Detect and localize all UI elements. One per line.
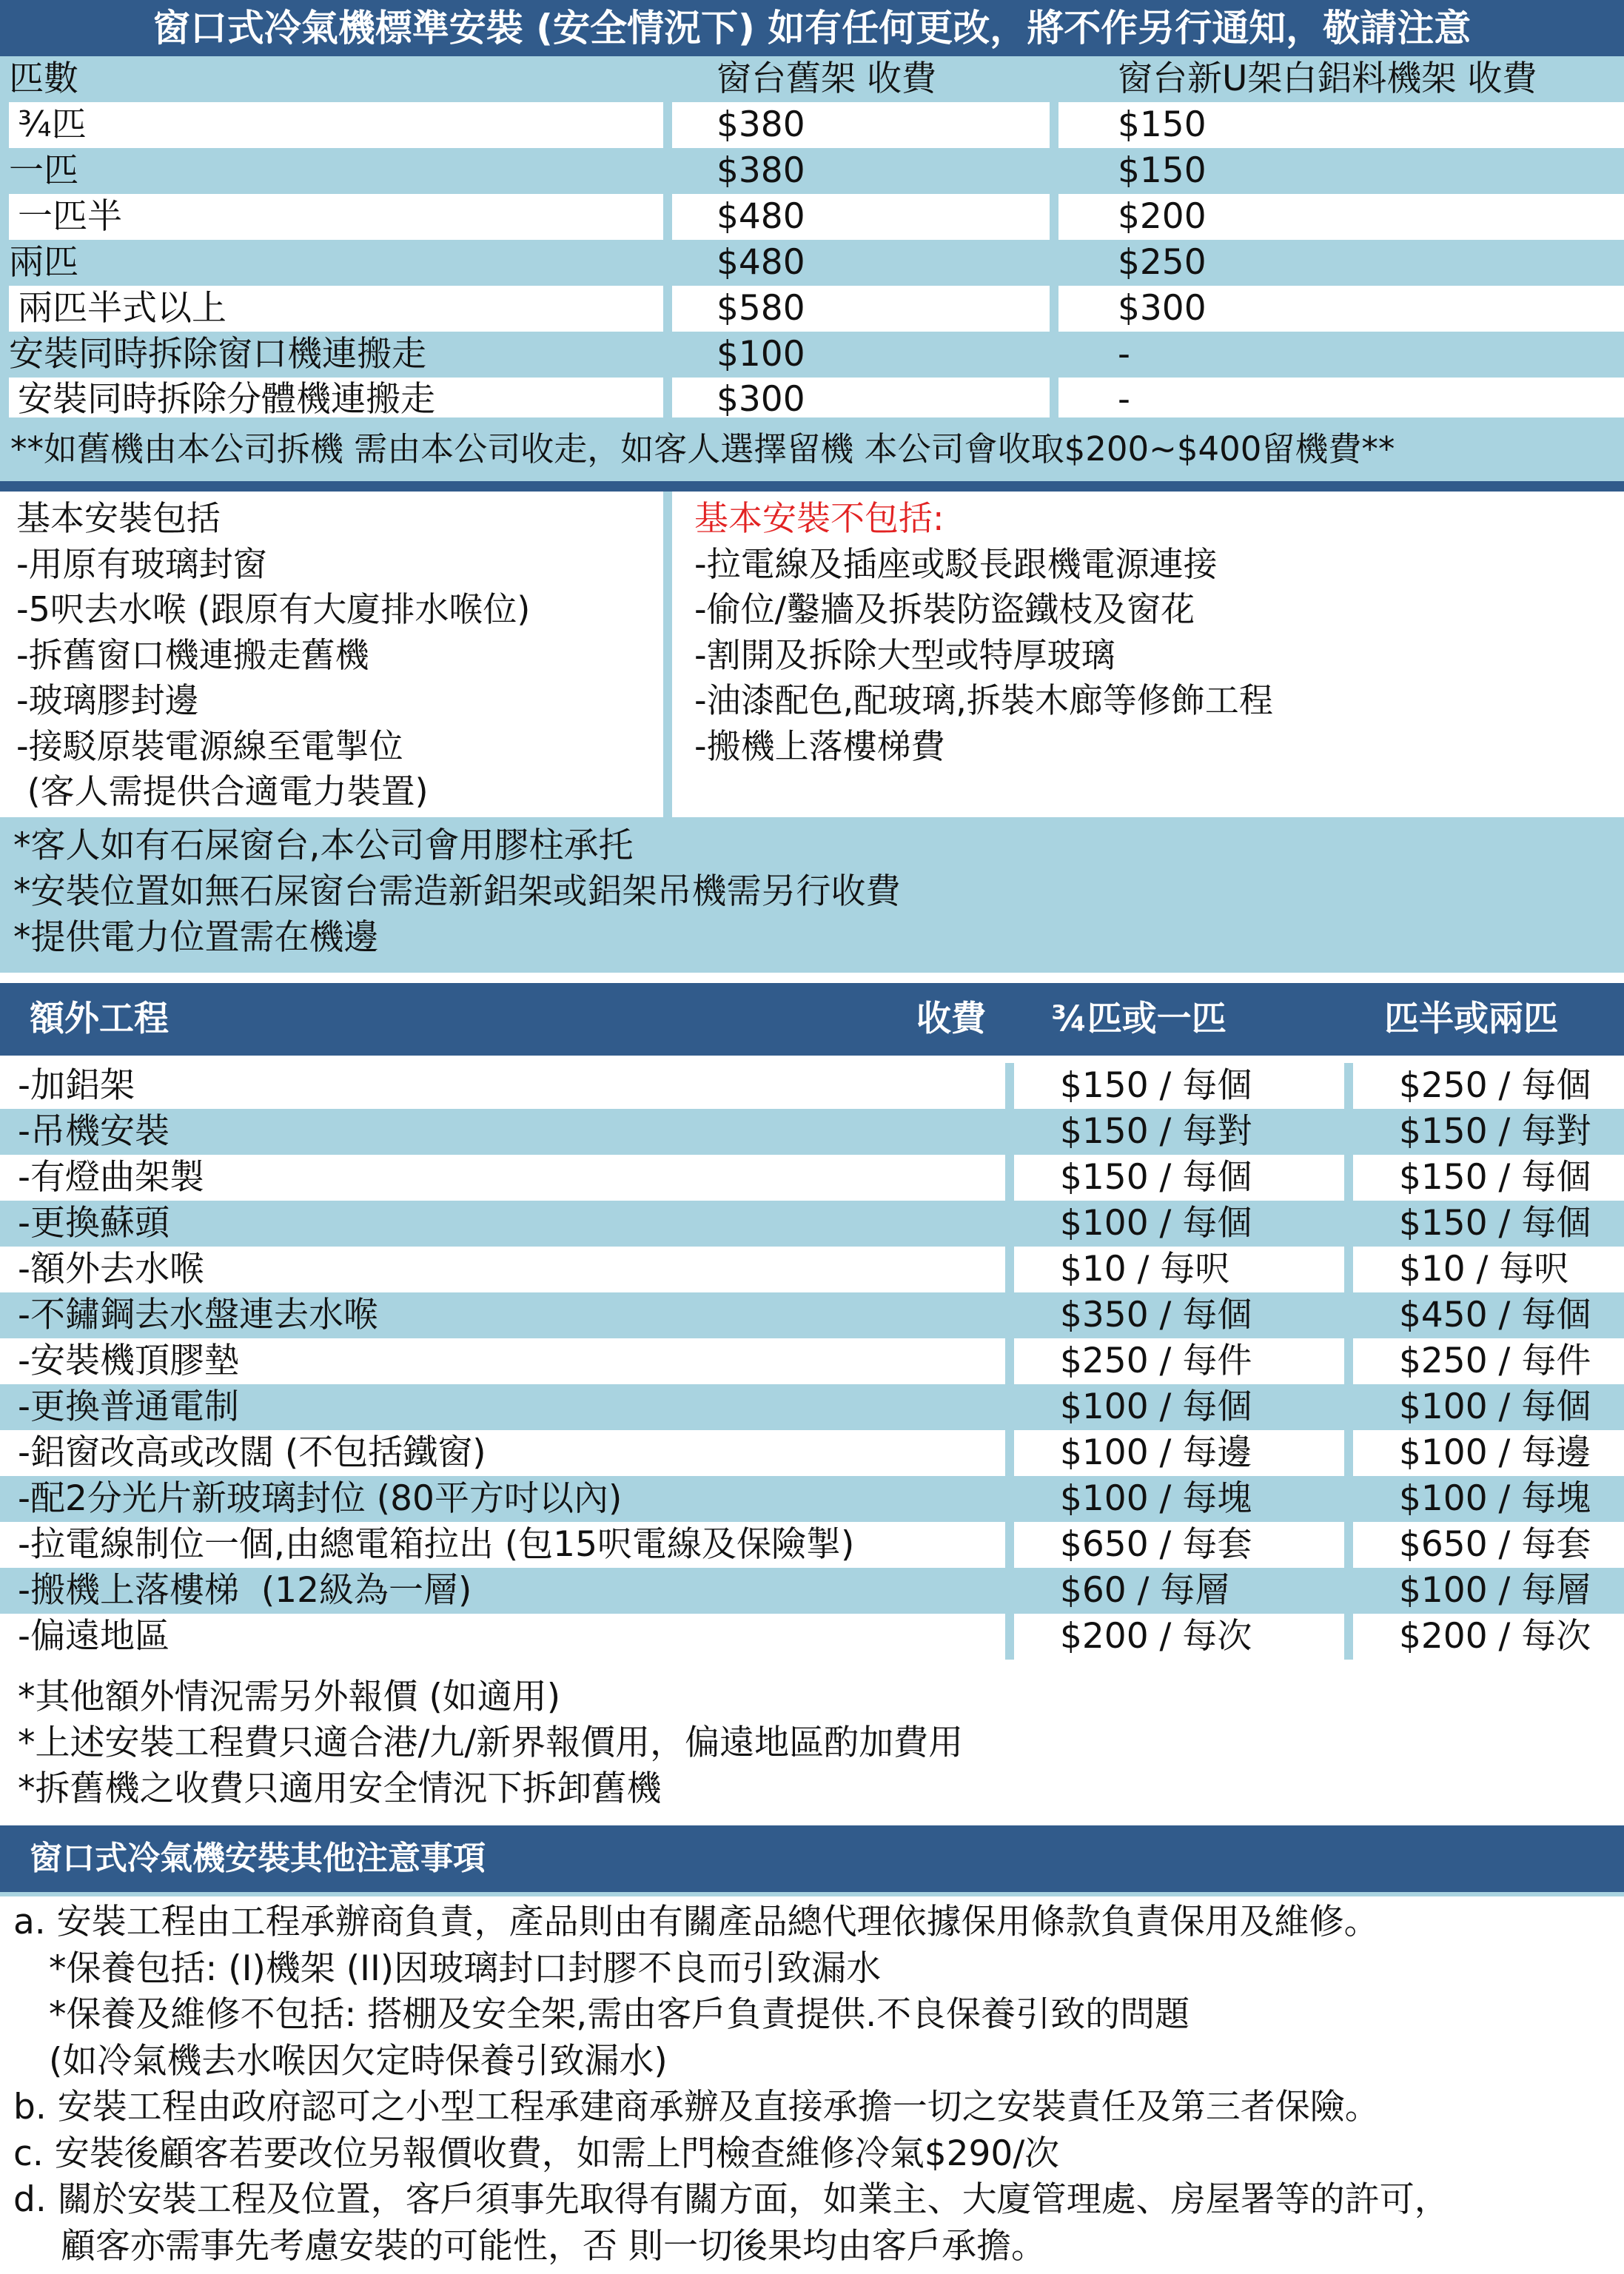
extra-fee-large: $200 / 每次 <box>1344 1614 1624 1660</box>
header-capacity: 匹數 <box>9 58 78 99</box>
row-old-fee: $380 <box>663 102 1050 148</box>
row-old-fee: $100 <box>663 332 1050 378</box>
row-old-fee: $380 <box>663 148 1050 194</box>
section-divider <box>0 481 1624 492</box>
extra-fee-large: $100 / 每個 <box>1344 1384 1624 1430</box>
price-table-header <box>0 56 1624 102</box>
table-row <box>0 1384 1624 1430</box>
extra-item: -安裝機頂膠墊 <box>18 1341 239 1381</box>
note-line: *上述安裝工程費只適合港/九/新界報價用，偏遠地區酌加費用 <box>18 1723 964 1763</box>
extra-fee-large: $150 / 每對 <box>1344 1109 1624 1155</box>
header-large-capacity: 匹半或兩匹 <box>1384 999 1558 1039</box>
extra-fee-large: $250 / 每個 <box>1344 1063 1624 1109</box>
extra-item: -不鏽鋼去水盤連去水喉 <box>18 1295 378 1335</box>
list-item: -玻璃膠封邊 <box>16 680 199 720</box>
row-old-fee: $300 <box>663 378 1050 417</box>
list-item: -拉電線及插座或駁長跟機電源連接 <box>694 543 1218 584</box>
note-line: *客人如有石屎窗台,本公司會用膠柱承托 <box>13 825 634 866</box>
spacer <box>0 973 1624 983</box>
extra-item: -鋁窗改高或改闊 (不包括鐵窗) <box>18 1432 486 1473</box>
page-title: 窗口式冷氣機標準安裝 (安全情況下) 如有任何更改，將不作另行通知，敬請注意 <box>0 0 1624 56</box>
extra-fee-small: $650 / 每套 <box>1005 1522 1344 1568</box>
note-line: *拆舊機之收費只適用安全情況下拆卸舊機 <box>18 1768 662 1809</box>
extra-fee-small: $250 / 每件 <box>1005 1338 1344 1384</box>
term-item: d. 關於安裝工程及位置，客戶須事先取得有關方面，如業主、大廈管理處、房屋署等的許可， <box>13 2179 1449 2220</box>
term-subitem: 顧客亦需事先考慮安裝的可能性，否 則一切後果均由客戶承擔。 <box>61 2225 1046 2267</box>
extra-item: -拉電線制位一個,由總電箱拉出 (包15呎電線及保險掣) <box>18 1524 855 1565</box>
table-row <box>0 1338 1624 1384</box>
header-old-bracket-fee: 窗台舊架 收費 <box>663 56 1050 102</box>
extra-fee-large: $450 / 每個 <box>1344 1292 1624 1338</box>
row-capacity: ¾匹 <box>0 102 663 148</box>
extra-item: -加鋁架 <box>18 1065 135 1106</box>
extra-item: -搬機上落樓梯 (12級為一層) <box>18 1570 472 1611</box>
row-capacity: 一匹 <box>9 150 78 191</box>
row-new-fee: $300 <box>1050 286 1624 332</box>
old-unit-removal-note: **如舊機由本公司拆機 需由本公司收走，如客人選擇留機 本公司會收取$200~$400留機費** <box>0 417 1624 481</box>
extra-item: -更換蘇頭 <box>18 1203 170 1244</box>
row-capacity: 一匹半 <box>0 194 663 240</box>
extra-item: -有燈曲架製 <box>18 1157 204 1198</box>
terms-list <box>13 1899 1449 2270</box>
extra-fee-large: $100 / 每層 <box>1344 1568 1624 1614</box>
window-sill-notes <box>0 817 1624 973</box>
extra-fee-small: $100 / 每塊 <box>1005 1476 1344 1522</box>
list-item: -偷位/鑿牆及拆裝防盜鐵枝及窗花 <box>694 589 1195 629</box>
basic-included-list <box>16 496 530 815</box>
list-item: -接駁原裝電源線至電掣位 <box>16 725 403 766</box>
extra-item: -額外去水喉 <box>18 1249 204 1289</box>
note-line: *其他額外情況需另外報價 (如適用) <box>18 1677 561 1717</box>
row-new-fee: $200 <box>1050 194 1624 240</box>
extra-item: -更換普通電制 <box>18 1386 239 1427</box>
table-row <box>0 148 1624 194</box>
header-small-capacity: ¾匹或一匹 <box>1051 999 1227 1039</box>
note-line: *安裝位置如無石屎窗台需造新鋁架或鋁架吊機需另行收費 <box>13 871 901 912</box>
term-item: a. 安裝工程由工程承辦商負責，產品則由有關產品總代理依據保用條款負責保用及維修。 <box>13 1902 1379 1942</box>
term-subitem: (如冷氣機去水喉因欠定時保養引致漏水) <box>49 2040 668 2082</box>
list-item: -用原有玻璃封窗 <box>16 543 267 584</box>
basic-excluded-heading: 基本安裝不包括: <box>694 498 944 538</box>
table-row <box>0 286 1624 332</box>
term-item: b. 安裝工程由政府認可之小型工程承建商承辦及直接承擔一切之安裝責任及第三者保險。 <box>13 2087 1380 2127</box>
term-subitem: *保養包括: (I)機架 (II)因玻璃封口封膠不良而引致漏水 <box>49 1948 882 1989</box>
row-new-fee: $150 <box>1050 102 1624 148</box>
extra-fee-small: $150 / 每個 <box>1005 1155 1344 1201</box>
extra-fee-large: $100 / 每邊 <box>1344 1430 1624 1476</box>
table-row <box>0 378 1624 417</box>
extra-fee-large: $650 / 每套 <box>1344 1522 1624 1568</box>
row-new-fee: $250 <box>1050 240 1624 286</box>
table-row <box>0 1522 1624 1568</box>
header-extra-works: 額外工程 <box>30 999 169 1039</box>
table-row <box>0 1614 1624 1660</box>
extra-fee-small: $100 / 每邊 <box>1005 1430 1344 1476</box>
row-new-fee: $150 <box>1050 148 1624 194</box>
pricing-notes <box>18 1674 963 1812</box>
basic-included-heading: 基本安裝包括 <box>16 498 221 538</box>
header-fee: 收費 <box>916 999 986 1039</box>
term-item: c. 安裝後顧客若要改位另報價收費，如需上門檢查維修冷氣$290/次 <box>13 2133 1060 2174</box>
extra-fee-large: $100 / 每塊 <box>1344 1476 1624 1522</box>
note-line: *提供電力位置需在機邊 <box>13 917 379 958</box>
table-row <box>0 332 1624 378</box>
row-new-fee: - <box>1050 332 1624 378</box>
table-row <box>0 1476 1624 1522</box>
table-row <box>0 194 1624 240</box>
extra-item: -配2分光片新玻璃封位 (80平方吋以內) <box>18 1478 623 1519</box>
table-row <box>0 1063 1624 1109</box>
extra-fee-small: $60 / 每層 <box>1005 1568 1344 1614</box>
table-row <box>0 1430 1624 1476</box>
extra-fee-small: $10 / 每呎 <box>1005 1247 1344 1292</box>
table-row <box>0 1155 1624 1201</box>
other-notes-header: 窗口式冷氣機安裝其他注意事項 <box>0 1825 1624 1892</box>
extra-item: -吊機安裝 <box>18 1111 170 1152</box>
list-item: -油漆配色,配玻璃,拆裝木廊等修飾工程 <box>694 680 1273 720</box>
table-row <box>0 1568 1624 1614</box>
row-capacity: 安裝同時拆除窗口機連搬走 <box>9 334 426 375</box>
extra-fee-large: $150 / 每個 <box>1344 1155 1624 1201</box>
header-new-bracket-fee: 窗台新U架白鋁料機架 收費 <box>1050 56 1624 102</box>
extra-fee-small: $150 / 每對 <box>1005 1109 1344 1155</box>
extra-fee-large: $250 / 每件 <box>1344 1338 1624 1384</box>
list-item: -搬機上落樓梯費 <box>694 725 945 766</box>
row-capacity: 安裝同時拆除分體機連搬走 <box>0 378 663 417</box>
table-row <box>0 1201 1624 1247</box>
extra-fee-small: $150 / 每個 <box>1005 1063 1344 1109</box>
table-row <box>0 240 1624 286</box>
extra-fee-small: $100 / 每個 <box>1005 1384 1344 1430</box>
column-divider <box>663 492 672 817</box>
extra-fee-large: $10 / 每呎 <box>1344 1247 1624 1292</box>
list-item: -割開及拆除大型或特厚玻璃 <box>694 634 1115 675</box>
section-divider <box>0 1892 1624 1896</box>
row-capacity: 兩匹 <box>9 242 78 283</box>
table-row <box>0 1247 1624 1292</box>
extra-fee-small: $200 / 每次 <box>1005 1614 1344 1660</box>
extra-fee-small: $350 / 每個 <box>1005 1292 1344 1338</box>
basic-excluded-list <box>694 496 1273 769</box>
extra-fee-small: $100 / 每個 <box>1005 1201 1344 1247</box>
extra-fee-large: $150 / 每個 <box>1344 1201 1624 1247</box>
table-row <box>0 1292 1624 1338</box>
row-new-fee: - <box>1050 378 1624 417</box>
table-row <box>0 102 1624 148</box>
term-subitem: *保養及維修不包括: 搭棚及安全架,需由客戶負責提供.不良保養引致的問題 <box>49 1994 1190 2035</box>
list-item: -拆舊窗口機連搬走舊機 <box>16 634 369 675</box>
row-old-fee: $580 <box>663 286 1050 332</box>
table-row <box>0 1109 1624 1155</box>
list-item: -5呎去水喉 (跟原有大廈排水喉位) <box>16 589 531 629</box>
row-old-fee: $480 <box>663 240 1050 286</box>
row-capacity: 兩匹半式以上 <box>0 286 663 332</box>
extra-item: -偏遠地區 <box>18 1616 170 1657</box>
extra-works-header <box>0 983 1624 1056</box>
list-item: (客人需提供合適電力裝置) <box>16 771 429 811</box>
row-old-fee: $480 <box>663 194 1050 240</box>
